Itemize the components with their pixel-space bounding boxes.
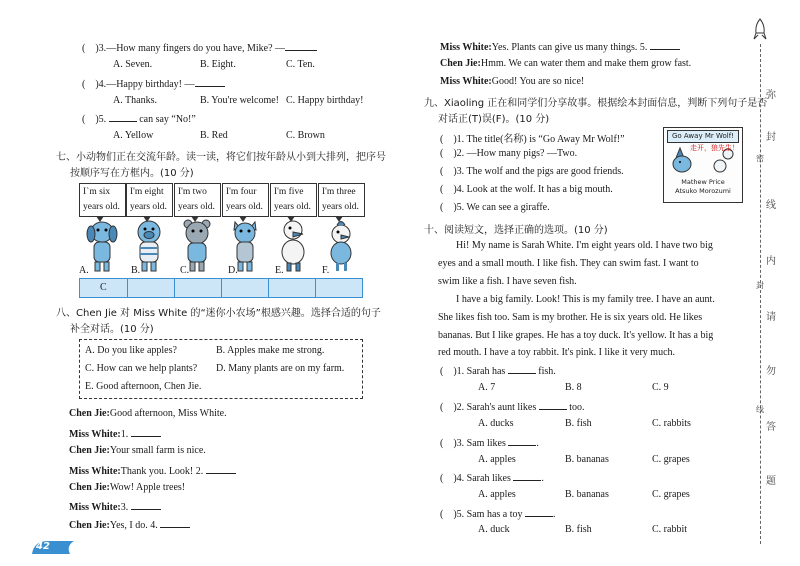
choice-item: D. Many plants are on my farm. <box>216 363 345 374</box>
animal-label: E. <box>275 265 284 276</box>
question-5: ( )5. can say “No!” <box>82 114 196 125</box>
tf-question: ( )2. —How many pigs? —Two. <box>440 148 578 159</box>
option: C. Happy birthday! <box>286 95 364 106</box>
section-9-title-cont: 对话正(T)误(F)。(10 分) <box>438 114 550 125</box>
seal-char: 勿 <box>766 366 776 377</box>
speech-bubble: I'm eight years old. <box>126 183 173 217</box>
seal-char: 弥 <box>766 90 776 101</box>
passage-line: She likes fish too. Sam is my brother. He is six years old. He likes <box>438 312 703 323</box>
mc-question: ( )4. Sarah likes . <box>440 473 544 484</box>
choice-item: C. How can we help plants? <box>85 363 198 374</box>
option: B. You're welcome! <box>200 95 280 106</box>
answer-blank[interactable] <box>539 400 567 410</box>
seal-char: 请 <box>766 312 776 323</box>
answer-blank[interactable] <box>195 77 225 87</box>
option: B. bananas <box>565 489 609 500</box>
dialog-line: Miss White:Thank you. Look! 2. <box>69 464 236 477</box>
speech-bubble: I`m six years old. <box>79 183 126 217</box>
animal-label: F. <box>322 265 330 276</box>
page-number: 42 <box>36 541 50 552</box>
choice-item: E. Good afternoon, Chen Jie. <box>85 381 202 392</box>
tf-question: ( )5. We can see a giraffe. <box>440 202 550 213</box>
seal-dashed-line <box>760 44 762 544</box>
section-9-title: 九、Xiaoling 正在和同学们分享故事。根据绘本封面信息，判断下列句子是否 <box>424 98 768 109</box>
option: B. 8 <box>565 382 582 393</box>
answer-blank[interactable] <box>131 427 161 437</box>
tf-question: ( )4. Look at the wolf. It has a big mouth. <box>440 184 613 195</box>
seal-char: 答 <box>766 422 776 433</box>
passage-line: bananas. But I like grapes. He has a toy duck. It's yellow. It has a big <box>438 330 714 341</box>
dialog-line: Chen Jie:Good afternoon, Miss White. <box>69 408 227 419</box>
answer-blank[interactable] <box>285 41 317 51</box>
seal-char: 线 <box>766 200 776 211</box>
mc-question: ( )3. Sam likes . <box>440 438 539 449</box>
answer-blank[interactable] <box>525 507 553 517</box>
option: A. 7 <box>478 382 496 393</box>
answer-blank[interactable] <box>160 518 190 528</box>
dialog-line: Miss White:1. <box>69 427 161 440</box>
dialog-line: Chen Jie:Your small farm is nice. <box>69 445 206 456</box>
option: C. rabbit <box>652 524 687 535</box>
section-8-title-cont: 补全对话。(10 分) <box>70 324 154 335</box>
option: B. Eight. <box>200 59 236 70</box>
option: A. ducks <box>478 418 514 429</box>
option: B. bananas <box>565 454 609 465</box>
option: C. Brown <box>286 130 325 141</box>
seal-char: 内 <box>766 256 776 267</box>
answer-blank[interactable] <box>508 436 536 446</box>
seal-char-small: 线 <box>756 405 764 414</box>
passage-line: red mouth. I have a toy rabbit. It's pink. I like it very much. <box>438 347 676 358</box>
choice-item: A. Do you like apples? <box>85 345 177 356</box>
speech-bubble: I'm four years old. <box>222 183 269 217</box>
passage-line: I have a big family. Look! This is my family tree. I have an aunt. <box>456 294 715 305</box>
order-answer-1: C <box>100 282 107 293</box>
choice-item: B. Apples make me strong. <box>216 345 325 356</box>
section-7-title: 七、小动物们正在交流年龄。读一读，将它们按年龄从小到大排列，把序号 <box>56 152 386 163</box>
mc-question: ( )2. Sarah's aunt likes too. <box>440 402 585 413</box>
mc-question: ( )1. Sarah has fish. <box>440 366 556 377</box>
option: A. Thanks. <box>113 95 157 106</box>
answer-blank[interactable] <box>206 464 236 474</box>
seal-char: 题 <box>766 476 776 487</box>
option: A. Seven. <box>113 59 153 70</box>
question-3: ( )3.—How many fingers do you have, Mike? — <box>82 41 317 54</box>
question-4: ( )4.—Happy birthday! — <box>82 77 225 90</box>
book-chinese-title: 走开，狼先生！ <box>690 144 739 152</box>
dialog-line: Chen Jie:Wow! Apple trees! <box>69 482 186 493</box>
animal-label: D. <box>228 265 238 276</box>
passage-line: Hi! My name is Sarah White. I'm eight years old. I have two big <box>456 240 713 251</box>
answer-blank[interactable] <box>131 500 161 510</box>
dialog-line: Miss White:Yes. Plants can give us many things. 5. <box>440 40 680 53</box>
dialog-line: Miss White:Good! You are so nice! <box>440 76 585 87</box>
rocket-icon <box>753 18 767 42</box>
book-title: Go Away Mr Wolf! <box>667 130 739 143</box>
option: B. fish <box>565 524 592 535</box>
answer-blank[interactable] <box>508 364 536 374</box>
answer-order-boxes[interactable] <box>79 278 363 298</box>
passage-line: eyes and a small mouth. I like fish. They can swim fast. I want to <box>438 258 699 269</box>
option: B. Red <box>200 130 228 141</box>
option: C. 9 <box>652 382 669 393</box>
option: A. apples <box>478 489 516 500</box>
option: A. Yellow <box>113 130 154 141</box>
speech-bubble: I'm two years old. <box>174 183 221 217</box>
seal-char: 封 <box>766 132 776 143</box>
tf-question: ( )1. The title(名称) is “Go Away Mr Wolf!” <box>440 134 625 145</box>
answer-blank[interactable] <box>109 112 137 122</box>
seal-char-small: 密 <box>756 154 764 163</box>
dialog-line: Chen Jie:Yes, I do. 4. <box>69 518 190 531</box>
section-7-title-cont: 按顺序写在方框内。(10 分) <box>70 168 194 179</box>
option: C. grapes <box>652 454 690 465</box>
option: C. rabbits <box>652 418 691 429</box>
animal-label: C. <box>180 265 190 276</box>
option: C. Ten. <box>286 59 315 70</box>
section-8-title: 八、Chen Jie 对 Miss White 的“迷你小农场”根感兴趣。选择合适的句子 <box>56 308 381 319</box>
option: A. duck <box>478 524 510 535</box>
animal-label: A. <box>79 265 89 276</box>
passage-line: swim like a fish. I have seven fish. <box>438 276 577 287</box>
dialog-line: Chen Jie:Hmm. We can water them and make them grow fast. <box>440 58 692 69</box>
mc-question: ( )5. Sam has a toy . <box>440 509 556 520</box>
answer-blank[interactable] <box>650 40 680 50</box>
tf-question: ( )3. The wolf and the pigs are good friends. <box>440 166 624 177</box>
book-cover <box>663 127 743 203</box>
option: B. fish <box>565 418 592 429</box>
section-10-title: 十、阅读短文，选择正确的选项。(10 分) <box>424 225 608 236</box>
speech-bubble: I'm three years old. <box>318 183 365 217</box>
dialog-line: Miss White:3. <box>69 500 161 513</box>
seal-char-small: 封 <box>756 281 764 290</box>
option: C. grapes <box>652 489 690 500</box>
option: A. apples <box>478 454 516 465</box>
book-authors: Mathew Price Atsuko Morozumi <box>675 178 731 195</box>
answer-blank[interactable] <box>513 471 541 481</box>
speech-bubble: I'm five years old. <box>270 183 317 217</box>
animal-label: B. <box>131 265 141 276</box>
